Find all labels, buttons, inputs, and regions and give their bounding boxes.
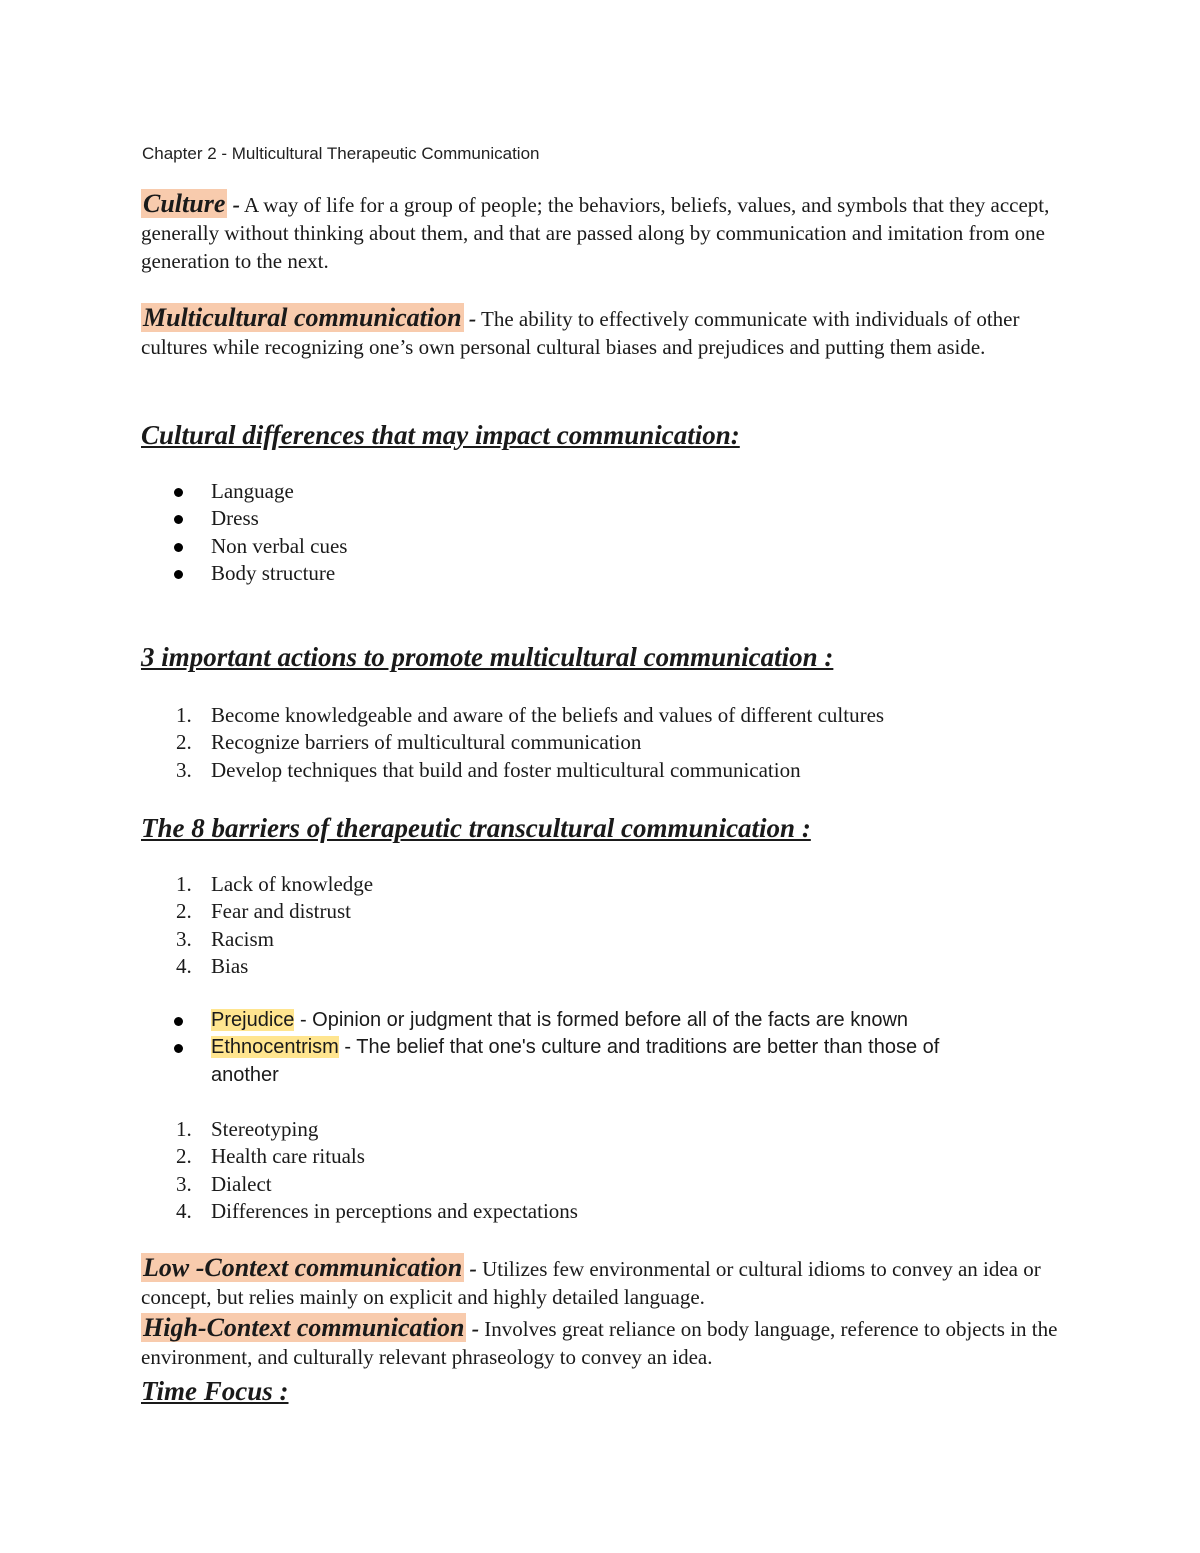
high-context-term: High-Context communication <box>143 1313 465 1342</box>
prejudice-term: Prejudice <box>211 1009 295 1031</box>
list-item <box>170 1007 1000 1034</box>
ethnocentrism-term: Ethnocentrism <box>211 1036 339 1059</box>
differences-list <box>170 478 347 587</box>
barriers-heading: The 8 barriers of therapeutic transcultural communication : <box>141 813 811 843</box>
culture-dash: - <box>232 192 240 217</box>
list-item <box>170 757 884 784</box>
list-number: 2. <box>176 1144 192 1169</box>
list-number: 2. <box>176 899 192 924</box>
list-item <box>170 898 373 925</box>
time-focus-heading: Time Focus : <box>141 1376 289 1406</box>
list-number: 3. <box>176 757 192 782</box>
list-item <box>170 926 373 953</box>
list-item <box>170 1034 1000 1089</box>
barriers-list-2 <box>170 1116 578 1225</box>
multicultural-dash: - <box>468 306 477 331</box>
high-context-text: Involves great reliance on body language, reference to objects in the environment, and culturally relevant phraseology to convey an idea. <box>141 1317 1058 1369</box>
list-text: Stereotyping <box>211 1117 319 1141</box>
chapter-title: Chapter 2 - Multicultural Therapeutic Communication <box>142 144 540 163</box>
list-text: Develop techniques that build and foster multicultural communication <box>211 757 801 782</box>
list-number: 4. <box>176 1198 192 1223</box>
list-item: Dress <box>170 505 347 532</box>
low-context-definition <box>141 1254 1061 1311</box>
barriers-list-1 <box>170 871 373 980</box>
list-item: Language <box>170 478 347 505</box>
list-number: 1. <box>176 872 192 896</box>
list-item <box>170 1198 578 1225</box>
barriers-definitions <box>170 1007 1000 1089</box>
list-text: Become knowledgeable and aware of the beliefs and values of different cultures <box>211 703 885 727</box>
high-context-dash: - <box>471 1316 480 1341</box>
list-item <box>170 729 884 756</box>
list-text: Health care rituals <box>211 1144 365 1169</box>
list-number: 1. <box>176 1117 192 1141</box>
list-number: 3. <box>176 1171 192 1196</box>
actions-heading: 3 important actions to promote multicultural communication : <box>141 642 834 672</box>
list-text: Fear and distrust <box>211 899 351 924</box>
list-text: Dialect <box>211 1171 272 1196</box>
list-item <box>170 702 884 729</box>
list-text: Bias <box>211 953 249 978</box>
actions-list <box>170 702 884 784</box>
list-number: 1. <box>176 703 192 727</box>
list-item <box>170 1143 578 1170</box>
multicultural-term: Multicultural communication <box>143 303 462 332</box>
list-text: Lack of knowledge <box>211 872 374 896</box>
list-item: Non verbal cues <box>170 533 347 560</box>
list-number: 3. <box>176 926 192 951</box>
low-context-term: Low -Context communication <box>143 1253 463 1282</box>
list-text: Racism <box>211 926 274 951</box>
low-context-dash: - <box>469 1256 477 1281</box>
ethnocentrism-text: - The belief that one's culture and traditions are better than those of another <box>211 1036 940 1086</box>
culture-term: Culture <box>143 189 226 218</box>
multicultural-definition <box>141 304 1061 361</box>
culture-definition <box>141 190 1061 275</box>
list-item <box>170 1171 578 1198</box>
prejudice-text: - Opinion or judgment that is formed before all of the facts are known <box>294 1009 909 1031</box>
multicultural-text: The ability to effectively communicate with individuals of other cultures while recognizing one’s own personal cultural biases and prejudices and putting them aside. <box>141 307 1020 359</box>
high-context-definition <box>141 1314 1061 1371</box>
list-item <box>170 953 373 980</box>
list-number: 4. <box>176 953 192 978</box>
list-text: Differences in perceptions and expectations <box>211 1198 578 1223</box>
list-item: Body structure <box>170 560 347 587</box>
list-text: Recognize barriers of multicultural communication <box>211 730 642 755</box>
list-item <box>170 871 373 898</box>
list-number: 2. <box>176 730 192 755</box>
low-context-text: Utilizes few environmental or cultural idioms to convey an idea or concept, but relies mainly on explicit and highly detailed language. <box>141 1257 1041 1309</box>
culture-text: A way of life for a group of people; the behaviors, beliefs, values, and symbols that they accept, generally without thinking about them, and that are passed along by communication and imitation from one generation to the next. <box>141 193 1050 273</box>
differences-heading: Cultural differences that may impact communication: <box>141 420 740 450</box>
list-item <box>170 1116 578 1143</box>
